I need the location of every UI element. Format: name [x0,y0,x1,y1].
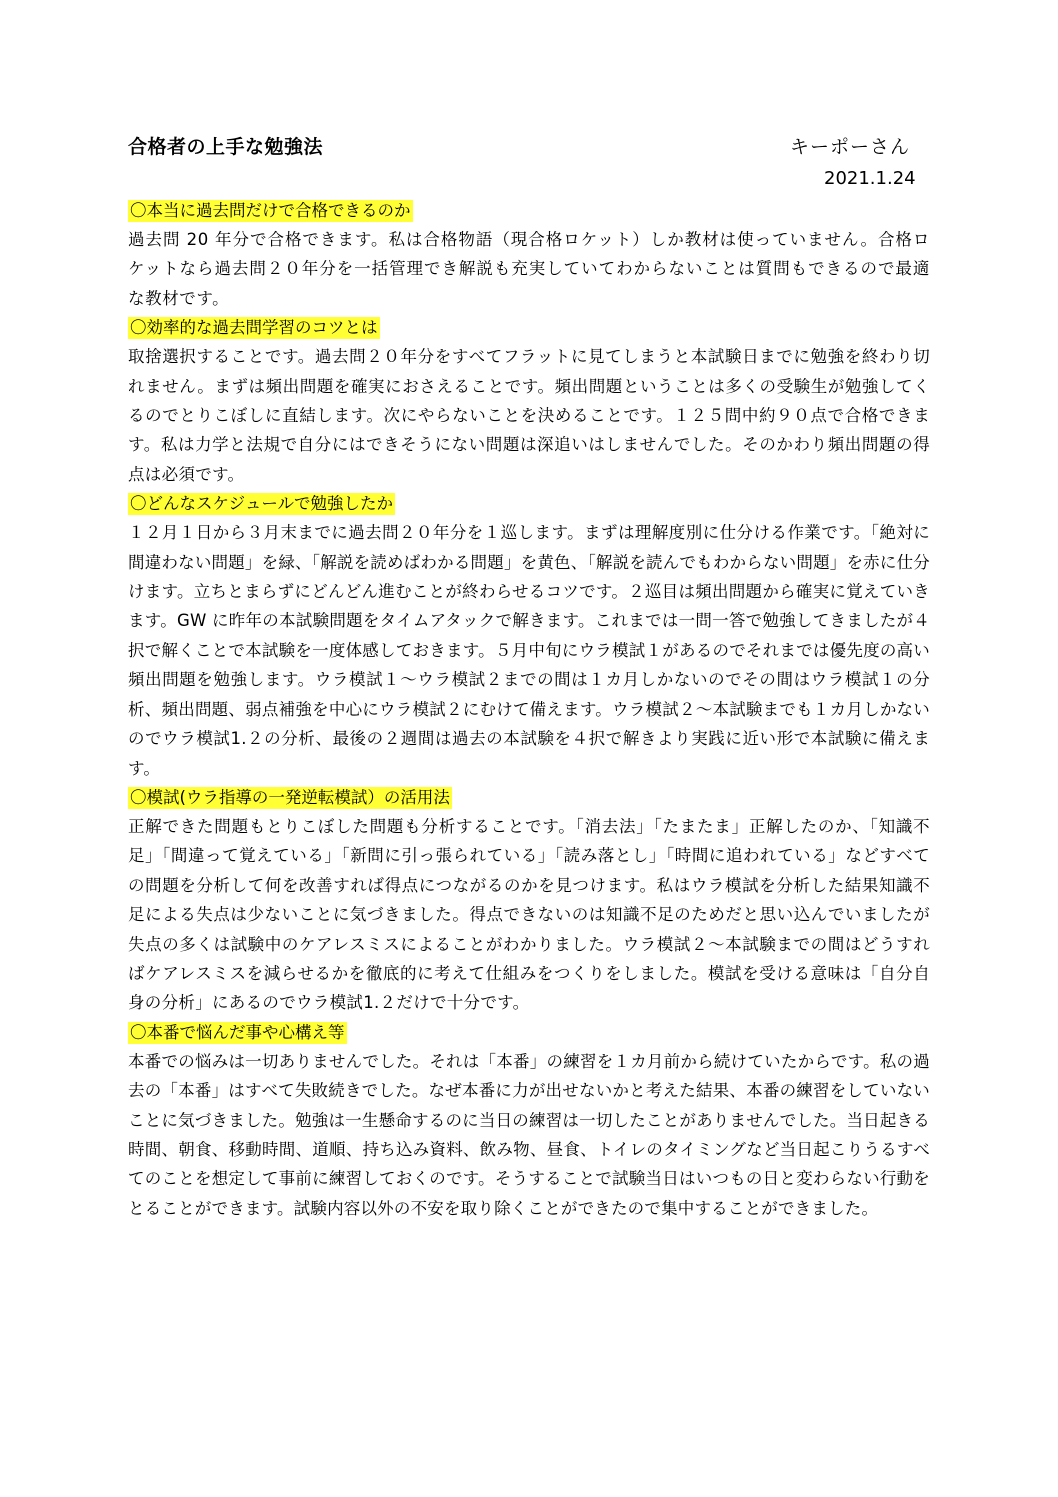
section-paragraph: 本番での悩みは一切ありませんでした。それは「本番」の練習を１カ月前から続けていたからです。私の過去の「本番」はすべて失敗続きでした。なぜ本番に力が出せないかと考えた結果、本番の練習をしていないことに気づきました。勉強は一生懸命するのに当日の練習は一切したことがありませんでした。当日起きる時間、朝食、移動時間、道順、持ち込み資料、飲み物、昼食、トイレのタイミングなど当日起こりうるすべてのことを想定して事前に練習しておくのです。そうすることで試験当日はいつもの日と変わらない行動をとることができます。試験内容以外の不安を取り除くことができたので集中することができました。 [128,1051,930,1218]
highlighted-heading-text: 〇効率的な過去問学習のコツとは [130,318,378,338]
section-paragraph: 正解できた問題もとりこぼした問題も分析することです。「消去法」「たまたま」正解したのか、「知識不足」「間違って覚えている」「新問に引っ張られている」「読み落とし」「時間に追われている」などすべての問題を分析して何を改善すれば得点につながるのかを見つけます。私はウラ模試を分析した結果知識不足による失点は少ないことに気づきました。得点できないのは知識不足のためだと思い込んでいましたが失点の多くは試験中のケアレスミスによることがわかりました。ウラ模試２～本試験までの間はどうすればケアレスミスを減らせるかを徹底的に考えて仕組みをつくりをしました。模試を受ける意味は「自分自身の分析」にあるのでウラ模試1.２だけで十分です。 [128,816,930,1013]
section-heading [128,783,930,812]
section-study-tips [128,313,930,489]
section-paragraph: 取捨選択することです。過去問２０年分をすべてフラットに見てしまうと本試験日までに勉強を終わり切れません。まずは頻出問題を確実におさえることです。頻出問題ということは多くの受験生が勉強してくるのでとりこぼしに直結します。次にやらないことを決めることです。１２５問中約９０点で合格できます。私は力学と法規で自分にはできそうにない問題は深追いはしませんでした。そのかわり頻出問題の得点は必須です。 [128,347,930,484]
section-heading [128,1018,930,1047]
section-heading [128,313,930,342]
section-heading [128,489,930,518]
section-heading [128,196,930,225]
author-name: キーポーさん [790,136,911,158]
highlighted-heading-text: 〇本番で悩んだ事や心構え等 [130,1022,345,1042]
section-exam-day-mindset [128,1018,930,1223]
section-schedule [128,489,930,783]
highlighted-heading-text: 〇どんなスケジュールで勉強したか [130,494,394,514]
highlighted-heading-text: 〇本当に過去問だけで合格できるのか [130,201,411,220]
document-date: 2021.1.24 [824,168,916,189]
document-body [128,196,930,1223]
section-paragraph: 過去問 20 年分で合格できます。私は合格物語（現合格ロケット）しか教材は使っていません。合格ロケットなら過去問２０年分を一括管理でき解説も充実していてわからないことは質問もできるので最適な教材です。 [128,230,930,308]
section-paragraph: １２月１日から３月末までに過去問２０年分を１巡します。まずは理解度別に仕分ける作業です。「絶対に間違わない問題」を緑、「解説を読めばわかる問題」を黄色、「解説を読んでもわからない問題」を赤に仕分けます。立ちとまらずにどんどん進むことが終わらせるコツです。２巡目は頻出問題から確実に覚えていきます。GW に昨年の本試験問題をタイムアタックで解きます。これまでは一問一答で勉強してきましたが４択で解くことで本試験を一度体感しておきます。５月中旬にウラ模試１があるのでそれまでは優先度の高い頻出問題を勉強します。ウラ模試１～ウラ模試２までの間は１カ月しかないのでその間はウラ模試１の分析、頻出問題、弱点補強を中心にウラ模試２にむけて備えます。ウラ模試２～本試験までも１カ月しかないのでウラ模試1.２の分析、最後の２週間は過去の本試験を４択で解きより実践に近い形で本試験に備えます。 [128,523,930,778]
highlighted-heading-text: 〇模試(ウラ指導の一発逆転模試）の活用法 [130,787,450,807]
section-past-exams-only [128,196,930,313]
document-title: 合格者の上手な勉強法 [128,136,324,158]
section-mock-exam [128,783,930,1018]
